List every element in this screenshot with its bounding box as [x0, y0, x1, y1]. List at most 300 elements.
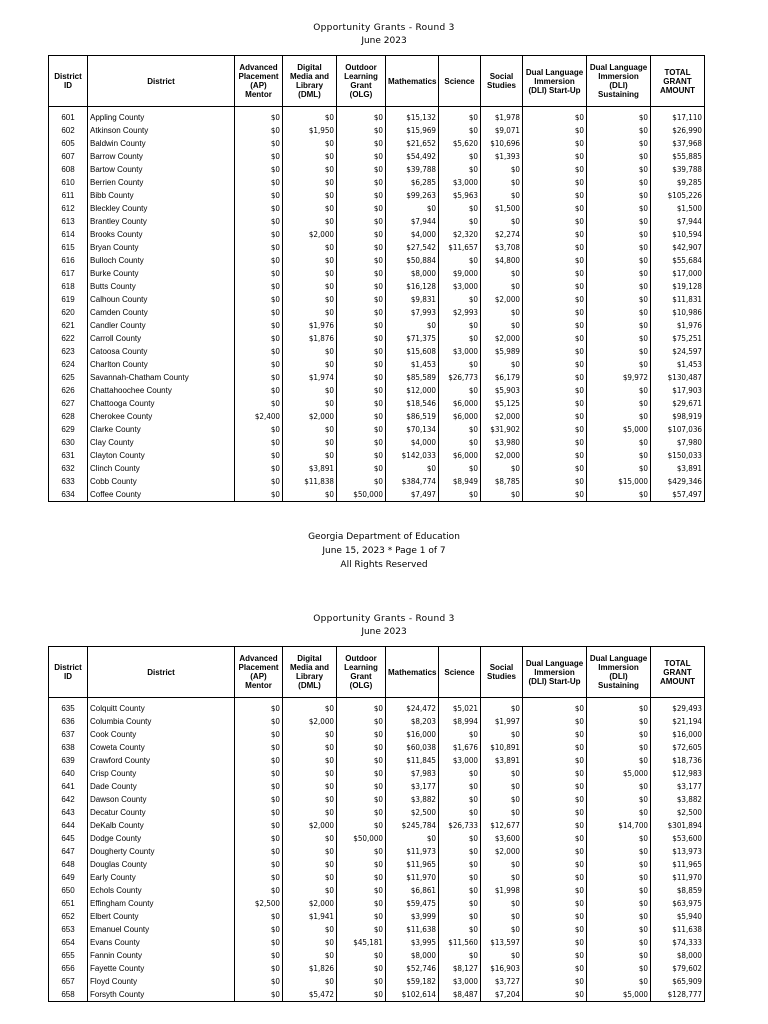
table-row — [49, 475, 705, 488]
report-page-2 — [0, 611, 768, 999]
cell-olg: $0 — [337, 215, 386, 228]
cell-mathematics: $21,652 — [386, 137, 439, 150]
cell-science: $9,000 — [439, 267, 481, 280]
table-row — [49, 176, 705, 189]
table-row — [49, 975, 705, 988]
cell-social-studies: $0 — [481, 728, 523, 741]
cell-total-grant: $1,500 — [651, 202, 705, 215]
column-header-social-studies: Social Studies — [481, 647, 523, 698]
table-row — [49, 215, 705, 228]
cell-ap-mentor: $0 — [235, 319, 283, 332]
cell-science: $3,000 — [439, 280, 481, 293]
cell-ap-mentor: $0 — [235, 111, 283, 124]
cell-district-id: 658 — [49, 988, 88, 1002]
cell-dli-sustaining: $9,972 — [587, 371, 651, 384]
cell-dli-sustaining: $0 — [587, 293, 651, 306]
cell-ap-mentor: $0 — [235, 767, 283, 780]
cell-district-id: 616 — [49, 254, 88, 267]
cell-ap-mentor: $0 — [235, 449, 283, 462]
cell-dml: $1,826 — [283, 962, 337, 975]
cell-science: $0 — [439, 215, 481, 228]
cell-social-studies: $2,000 — [481, 410, 523, 423]
cell-dli-sustaining: $0 — [587, 462, 651, 475]
cell-ap-mentor: $0 — [235, 280, 283, 293]
cell-total-grant: $1,976 — [651, 319, 705, 332]
cell-ap-mentor: $0 — [235, 845, 283, 858]
cell-olg: $0 — [337, 910, 386, 923]
cell-ap-mentor: $0 — [235, 936, 283, 949]
table-row — [49, 137, 705, 150]
cell-ap-mentor: $0 — [235, 306, 283, 319]
cell-dml: $0 — [283, 845, 337, 858]
cell-science: $0 — [439, 767, 481, 780]
cell-dli-sustaining: $0 — [587, 488, 651, 502]
cell-total-grant: $107,036 — [651, 423, 705, 436]
cell-olg: $0 — [337, 728, 386, 741]
cell-dli-sustaining: $0 — [587, 806, 651, 819]
cell-ap-mentor: $0 — [235, 332, 283, 345]
cell-ap-mentor: $0 — [235, 858, 283, 871]
cell-dli-startup: $0 — [523, 728, 587, 741]
cell-district-id: 650 — [49, 884, 88, 897]
cell-dli-sustaining: $0 — [587, 345, 651, 358]
cell-district-id: 629 — [49, 423, 88, 436]
cell-mathematics: $50,884 — [386, 254, 439, 267]
cell-total-grant: $37,968 — [651, 137, 705, 150]
cell-district-name: Fayette County — [88, 962, 235, 975]
cell-total-grant: $18,736 — [651, 754, 705, 767]
grants-table — [48, 646, 705, 1002]
cell-olg: $0 — [337, 897, 386, 910]
cell-district-name: Cook County — [88, 728, 235, 741]
cell-district-id: 608 — [49, 163, 88, 176]
cell-social-studies: $4,800 — [481, 254, 523, 267]
cell-district-name: Early County — [88, 871, 235, 884]
cell-dli-startup: $0 — [523, 858, 587, 871]
page-header — [0, 0, 768, 50]
cell-olg: $0 — [337, 202, 386, 215]
table-row — [49, 767, 705, 780]
cell-dli-sustaining: $0 — [587, 715, 651, 728]
cell-social-studies: $2,000 — [481, 449, 523, 462]
cell-mathematics: $384,774 — [386, 475, 439, 488]
cell-social-studies: $3,980 — [481, 436, 523, 449]
cell-mathematics: $3,177 — [386, 780, 439, 793]
cell-mathematics: $8,203 — [386, 715, 439, 728]
cell-district-id: 649 — [49, 871, 88, 884]
column-header-olg: Outdoor Learning Grant (OLG) — [337, 647, 386, 698]
cell-social-studies: $0 — [481, 189, 523, 202]
cell-total-grant: $29,671 — [651, 397, 705, 410]
cell-district-id: 656 — [49, 962, 88, 975]
table-row — [49, 949, 705, 962]
cell-olg: $0 — [337, 741, 386, 754]
report-title: Opportunity Grants - Round 3 — [313, 23, 455, 33]
cell-social-studies: $0 — [481, 949, 523, 962]
cell-dli-startup: $0 — [523, 949, 587, 962]
cell-dli-startup: $0 — [523, 910, 587, 923]
header-row — [49, 56, 705, 107]
table-row — [49, 150, 705, 163]
cell-district-id: 618 — [49, 280, 88, 293]
cell-science: $0 — [439, 858, 481, 871]
cell-social-studies: $1,500 — [481, 202, 523, 215]
cell-total-grant: $72,605 — [651, 741, 705, 754]
cell-district-id: 619 — [49, 293, 88, 306]
cell-mathematics: $3,882 — [386, 793, 439, 806]
cell-district-name: Bryan County — [88, 241, 235, 254]
cell-mathematics: $7,497 — [386, 488, 439, 502]
cell-dli-startup: $0 — [523, 163, 587, 176]
table-row — [49, 806, 705, 819]
cell-mathematics: $18,546 — [386, 397, 439, 410]
cell-district-id: 633 — [49, 475, 88, 488]
cell-dli-sustaining: $5,000 — [587, 767, 651, 780]
cell-dli-startup: $0 — [523, 332, 587, 345]
cell-district-name: Brooks County — [88, 228, 235, 241]
cell-dli-startup: $0 — [523, 845, 587, 858]
cell-district-id: 639 — [49, 754, 88, 767]
cell-dli-startup: $0 — [523, 410, 587, 423]
cell-mathematics: $59,182 — [386, 975, 439, 988]
cell-district-name: Effingham County — [88, 897, 235, 910]
cell-total-grant: $301,894 — [651, 819, 705, 832]
cell-district-name: Savannah-Chatham County — [88, 371, 235, 384]
cell-olg: $0 — [337, 228, 386, 241]
cell-social-studies: $0 — [481, 358, 523, 371]
cell-science: $0 — [439, 488, 481, 502]
cell-district-id: 638 — [49, 741, 88, 754]
cell-dml: $2,000 — [283, 819, 337, 832]
cell-mathematics: $86,519 — [386, 410, 439, 423]
cell-olg: $0 — [337, 384, 386, 397]
table-row — [49, 819, 705, 832]
cell-olg: $0 — [337, 767, 386, 780]
table-row — [49, 280, 705, 293]
cell-total-grant: $13,973 — [651, 845, 705, 858]
cell-district-name: Brantley County — [88, 215, 235, 228]
table-row — [49, 897, 705, 910]
cell-total-grant: $55,684 — [651, 254, 705, 267]
table-row — [49, 202, 705, 215]
column-header-district-id: District ID — [49, 56, 88, 107]
cell-district-name: Coffee County — [88, 488, 235, 502]
cell-district-id: 657 — [49, 975, 88, 988]
cell-dli-startup: $0 — [523, 988, 587, 1002]
cell-mathematics: $2,500 — [386, 806, 439, 819]
column-header-total-grant: TOTAL GRANT AMOUNT — [651, 647, 705, 698]
cell-science: $0 — [439, 793, 481, 806]
cell-social-studies: $5,125 — [481, 397, 523, 410]
cell-dml: $0 — [283, 111, 337, 124]
cell-district-name: Crawford County — [88, 754, 235, 767]
cell-total-grant: $65,909 — [651, 975, 705, 988]
column-header-olg: Outdoor Learning Grant (OLG) — [337, 56, 386, 107]
cell-dli-startup: $0 — [523, 150, 587, 163]
cell-district-id: 636 — [49, 715, 88, 728]
cell-science: $3,000 — [439, 975, 481, 988]
cell-dli-startup: $0 — [523, 293, 587, 306]
cell-district-name: Coweta County — [88, 741, 235, 754]
table-row — [49, 488, 705, 502]
cell-district-id: 628 — [49, 410, 88, 423]
table-row — [49, 332, 705, 345]
cell-district-id: 624 — [49, 358, 88, 371]
cell-total-grant: $79,602 — [651, 962, 705, 975]
cell-total-grant: $130,487 — [651, 371, 705, 384]
cell-dli-startup: $0 — [523, 241, 587, 254]
cell-social-studies: $8,785 — [481, 475, 523, 488]
cell-district-name: Charlton County — [88, 358, 235, 371]
cell-olg: $0 — [337, 845, 386, 858]
cell-olg: $0 — [337, 884, 386, 897]
cell-dli-startup: $0 — [523, 254, 587, 267]
cell-dli-sustaining: $0 — [587, 936, 651, 949]
cell-mathematics: $15,608 — [386, 345, 439, 358]
cell-social-studies: $0 — [481, 858, 523, 871]
cell-district-id: 622 — [49, 332, 88, 345]
cell-dli-startup: $0 — [523, 780, 587, 793]
cell-total-grant: $16,000 — [651, 728, 705, 741]
cell-dli-startup: $0 — [523, 936, 587, 949]
cell-district-id: 652 — [49, 910, 88, 923]
cell-mathematics: $7,993 — [386, 306, 439, 319]
column-header-dli-sustaining: Dual Language Immersion (DLI) Sustaining — [587, 56, 651, 107]
cell-science: $0 — [439, 332, 481, 345]
cell-district-name: Forsyth County — [88, 988, 235, 1002]
cell-district-id: 627 — [49, 397, 88, 410]
cell-science: $3,000 — [439, 176, 481, 189]
cell-total-grant: $9,285 — [651, 176, 705, 189]
cell-olg: $0 — [337, 345, 386, 358]
cell-dml: $0 — [283, 871, 337, 884]
cell-olg: $0 — [337, 306, 386, 319]
column-header-district-id: District ID — [49, 647, 88, 698]
table-row — [49, 111, 705, 124]
table-row — [49, 884, 705, 897]
cell-dml: $0 — [283, 397, 337, 410]
table-row — [49, 715, 705, 728]
cell-ap-mentor: $0 — [235, 780, 283, 793]
column-header-science: Science — [439, 56, 481, 107]
cell-dli-startup: $0 — [523, 267, 587, 280]
cell-mathematics: $39,788 — [386, 163, 439, 176]
cell-dml: $0 — [283, 858, 337, 871]
cell-social-studies: $9,071 — [481, 124, 523, 137]
cell-district-id: 635 — [49, 702, 88, 715]
cell-ap-mentor: $0 — [235, 488, 283, 502]
table-row — [49, 358, 705, 371]
cell-dli-startup: $0 — [523, 462, 587, 475]
cell-dml: $0 — [283, 215, 337, 228]
cell-ap-mentor: $0 — [235, 462, 283, 475]
cell-district-id: 615 — [49, 241, 88, 254]
cell-social-studies: $0 — [481, 871, 523, 884]
cell-social-studies: $0 — [481, 319, 523, 332]
cell-district-name: Clayton County — [88, 449, 235, 462]
cell-science: $0 — [439, 111, 481, 124]
cell-social-studies: $16,903 — [481, 962, 523, 975]
cell-dli-startup: $0 — [523, 897, 587, 910]
cell-olg: $0 — [337, 241, 386, 254]
cell-mathematics: $8,000 — [386, 267, 439, 280]
cell-dml: $0 — [283, 767, 337, 780]
cell-olg: $0 — [337, 150, 386, 163]
cell-district-id: 614 — [49, 228, 88, 241]
cell-district-name: Berrien County — [88, 176, 235, 189]
cell-district-name: Candler County — [88, 319, 235, 332]
cell-dli-startup: $0 — [523, 384, 587, 397]
cell-ap-mentor: $0 — [235, 124, 283, 137]
cell-olg: $0 — [337, 449, 386, 462]
cell-olg: $0 — [337, 949, 386, 962]
cell-dli-sustaining: $0 — [587, 793, 651, 806]
cell-dml: $0 — [283, 754, 337, 767]
table-row — [49, 702, 705, 715]
cell-dli-startup: $0 — [523, 806, 587, 819]
cell-dml: $11,838 — [283, 475, 337, 488]
cell-social-studies: $0 — [481, 176, 523, 189]
cell-science: $2,320 — [439, 228, 481, 241]
cell-district-name: Douglas County — [88, 858, 235, 871]
footer-organization: Georgia Department of Education — [308, 532, 460, 542]
cell-district-id: 644 — [49, 819, 88, 832]
cell-social-studies: $0 — [481, 163, 523, 176]
cell-dli-sustaining: $0 — [587, 845, 651, 858]
cell-social-studies: $3,600 — [481, 832, 523, 845]
cell-science: $26,733 — [439, 819, 481, 832]
cell-science: $0 — [439, 150, 481, 163]
cell-olg: $0 — [337, 371, 386, 384]
cell-olg: $0 — [337, 423, 386, 436]
cell-mathematics: $3,999 — [386, 910, 439, 923]
cell-mathematics: $59,475 — [386, 897, 439, 910]
cell-district-name: Crisp County — [88, 767, 235, 780]
cell-science: $0 — [439, 728, 481, 741]
cell-dml: $0 — [283, 241, 337, 254]
cell-social-studies: $0 — [481, 780, 523, 793]
cell-district-id: 651 — [49, 897, 88, 910]
cell-dli-sustaining: $0 — [587, 176, 651, 189]
cell-dml: $0 — [283, 832, 337, 845]
cell-ap-mentor: $0 — [235, 910, 283, 923]
cell-mathematics: $15,132 — [386, 111, 439, 124]
cell-olg: $0 — [337, 793, 386, 806]
cell-dml: $2,000 — [283, 228, 337, 241]
cell-olg: $0 — [337, 988, 386, 1002]
cell-total-grant: $57,497 — [651, 488, 705, 502]
cell-social-studies: $0 — [481, 215, 523, 228]
cell-science: $11,657 — [439, 241, 481, 254]
cell-science: $0 — [439, 423, 481, 436]
cell-olg: $0 — [337, 871, 386, 884]
cell-ap-mentor: $0 — [235, 202, 283, 215]
cell-total-grant: $105,226 — [651, 189, 705, 202]
cell-dli-sustaining: $0 — [587, 111, 651, 124]
table-row — [49, 436, 705, 449]
table-row — [49, 384, 705, 397]
cell-dli-sustaining: $5,000 — [587, 988, 651, 1002]
cell-total-grant: $7,980 — [651, 436, 705, 449]
cell-ap-mentor: $0 — [235, 137, 283, 150]
cell-science: $8,949 — [439, 475, 481, 488]
cell-dli-sustaining: $0 — [587, 975, 651, 988]
cell-dli-startup: $0 — [523, 371, 587, 384]
column-header-mathematics: Mathematics — [386, 647, 439, 698]
cell-dli-sustaining: $0 — [587, 871, 651, 884]
cell-dml: $0 — [283, 702, 337, 715]
cell-total-grant: $150,033 — [651, 449, 705, 462]
cell-district-id: 621 — [49, 319, 88, 332]
cell-mathematics: $8,000 — [386, 949, 439, 962]
cell-dli-sustaining: $0 — [587, 858, 651, 871]
cell-science: $0 — [439, 436, 481, 449]
column-header-dli-sustaining: Dual Language Immersion (DLI) Sustaining — [587, 647, 651, 698]
cell-mathematics: $60,038 — [386, 741, 439, 754]
cell-science: $3,000 — [439, 345, 481, 358]
cell-dml: $0 — [283, 488, 337, 502]
cell-social-studies: $0 — [481, 462, 523, 475]
table-row — [49, 371, 705, 384]
cell-ap-mentor: $0 — [235, 884, 283, 897]
report-date: June 2023 — [361, 36, 407, 46]
table-row — [49, 462, 705, 475]
table-row — [49, 741, 705, 754]
cell-ap-mentor: $0 — [235, 436, 283, 449]
cell-mathematics: $3,995 — [386, 936, 439, 949]
cell-science: $0 — [439, 884, 481, 897]
cell-mathematics: $245,784 — [386, 819, 439, 832]
cell-dli-sustaining: $0 — [587, 910, 651, 923]
cell-ap-mentor: $0 — [235, 754, 283, 767]
table-row — [49, 923, 705, 936]
cell-dli-sustaining: $0 — [587, 962, 651, 975]
cell-dml: $1,876 — [283, 332, 337, 345]
cell-district-id: 607 — [49, 150, 88, 163]
cell-science: $0 — [439, 897, 481, 910]
cell-district-name: Chattahoochee County — [88, 384, 235, 397]
cell-dml: $0 — [283, 267, 337, 280]
cell-mathematics: $0 — [386, 202, 439, 215]
cell-total-grant: $3,891 — [651, 462, 705, 475]
cell-social-studies: $0 — [481, 897, 523, 910]
cell-dli-sustaining: $0 — [587, 949, 651, 962]
cell-ap-mentor: $0 — [235, 254, 283, 267]
cell-dli-sustaining: $14,700 — [587, 819, 651, 832]
column-header-mathematics: Mathematics — [386, 56, 439, 107]
cell-mathematics: $27,542 — [386, 241, 439, 254]
cell-olg: $0 — [337, 780, 386, 793]
table-row — [49, 832, 705, 845]
cell-mathematics: $7,983 — [386, 767, 439, 780]
cell-mathematics: $11,638 — [386, 923, 439, 936]
cell-total-grant: $7,944 — [651, 215, 705, 228]
cell-olg: $0 — [337, 332, 386, 345]
cell-district-id: 654 — [49, 936, 88, 949]
footer-rights: All Rights Reserved — [340, 560, 428, 570]
cell-ap-mentor: $0 — [235, 293, 283, 306]
cell-olg: $0 — [337, 137, 386, 150]
cell-total-grant: $3,177 — [651, 780, 705, 793]
cell-ap-mentor: $0 — [235, 975, 283, 988]
table-row — [49, 293, 705, 306]
cell-ap-mentor: $0 — [235, 962, 283, 975]
cell-olg: $0 — [337, 975, 386, 988]
cell-dml: $0 — [283, 436, 337, 449]
cell-dml: $0 — [283, 189, 337, 202]
cell-total-grant: $42,907 — [651, 241, 705, 254]
cell-total-grant: $53,600 — [651, 832, 705, 845]
